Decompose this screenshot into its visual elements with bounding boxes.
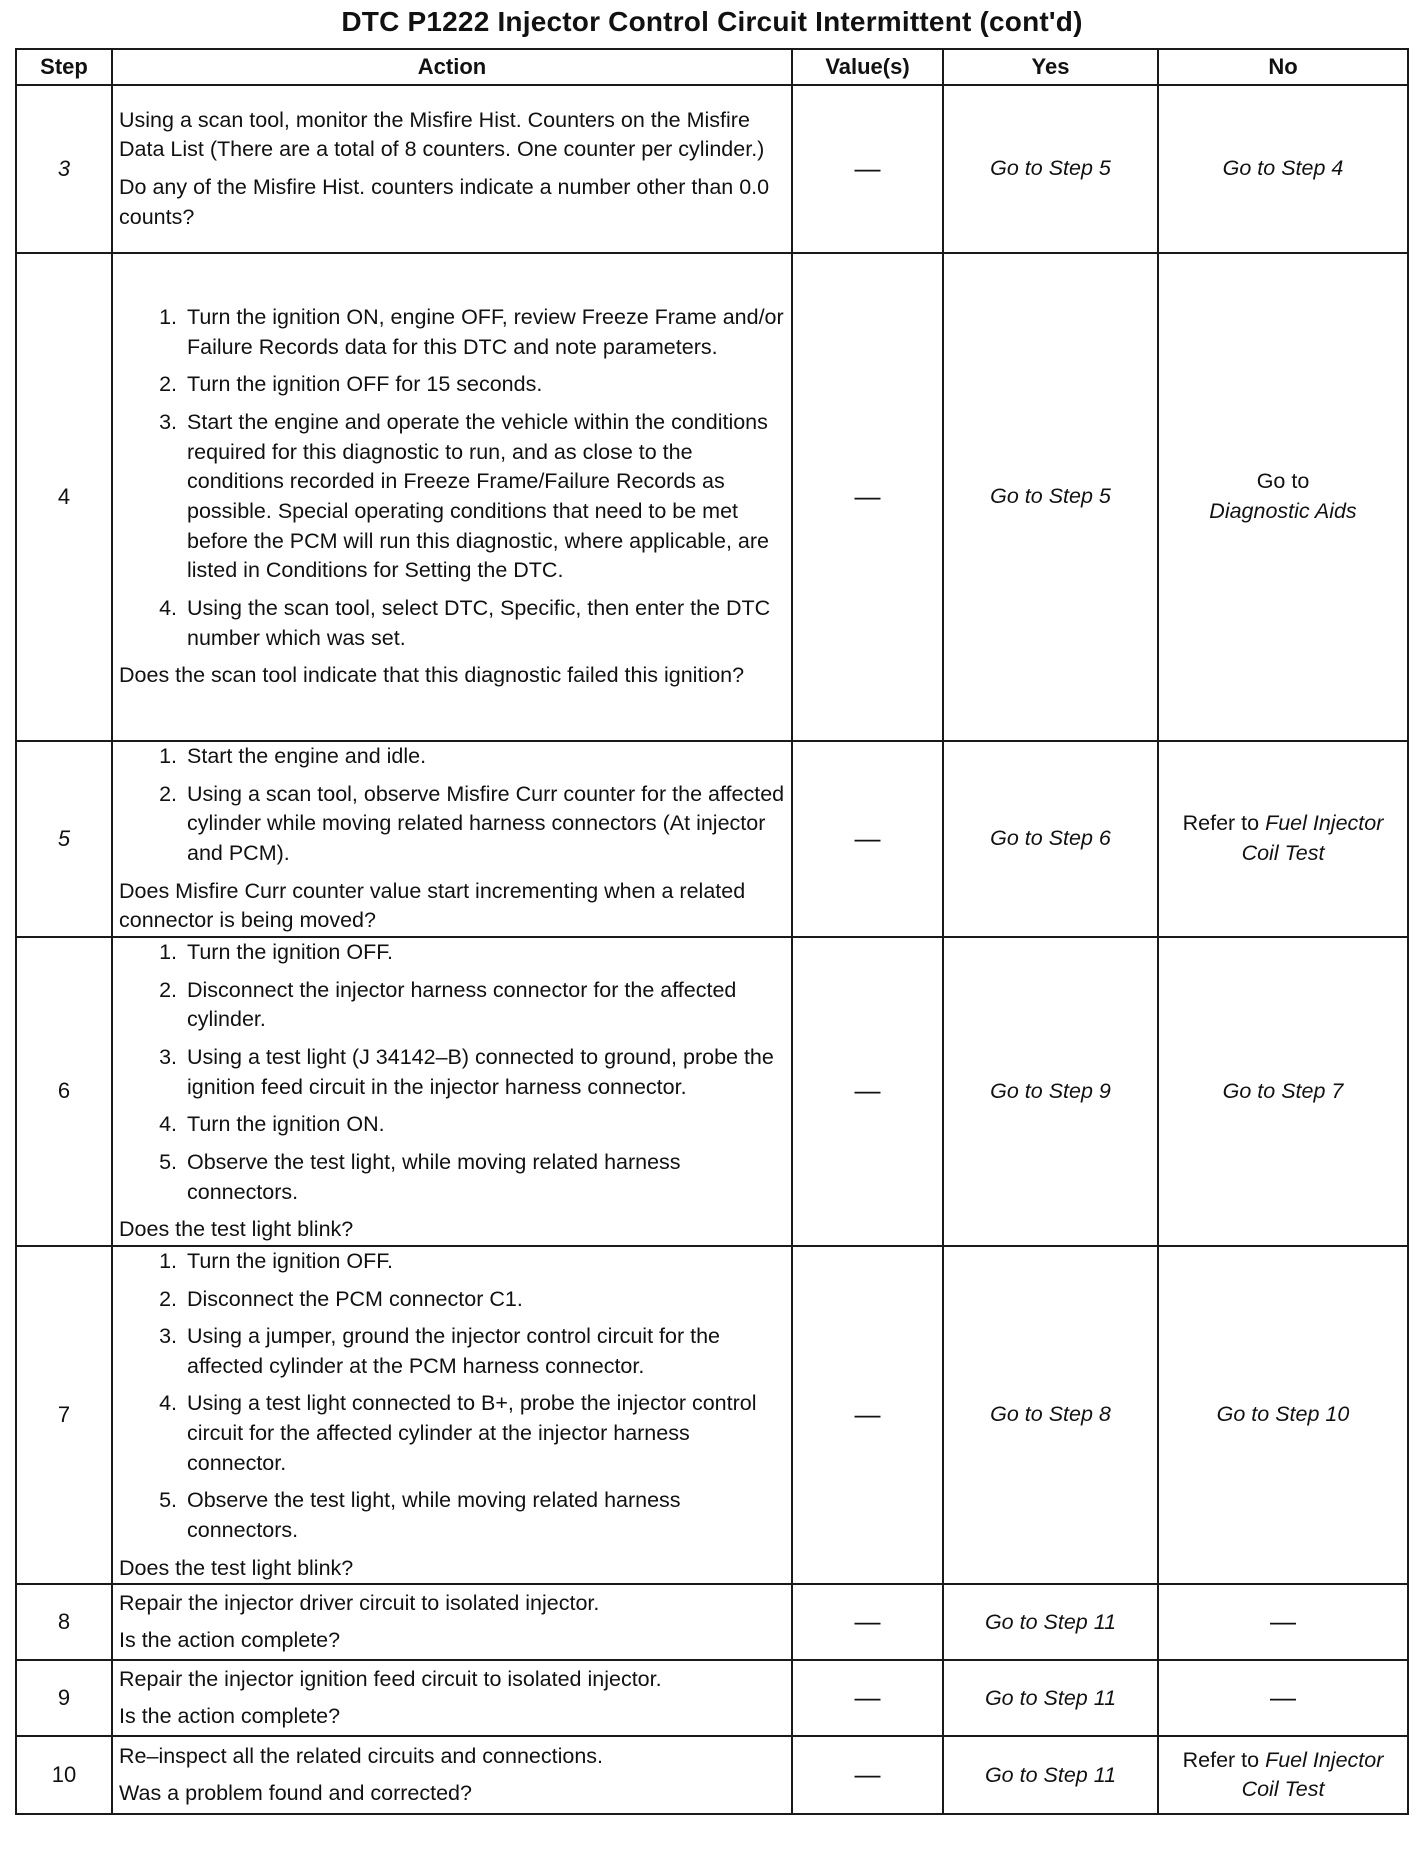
value-cell: —: [792, 1584, 943, 1660]
no-result: [1158, 741, 1408, 937]
table-row: [16, 741, 1408, 937]
value-cell: —: [792, 1736, 943, 1814]
diagnostic-table: [15, 48, 1409, 1815]
step-number: 8: [16, 1584, 112, 1660]
header-action: Action: [112, 49, 792, 85]
yes-result: Go to Step 11: [943, 1584, 1158, 1660]
list-item: 2. Disconnect the PCM connector C1.: [183, 1285, 785, 1315]
list-item: 2. Turn the ignition OFF for 15 seconds.: [183, 370, 785, 400]
list-item: 2. Disconnect the injector harness connector for the affected cylinder.: [183, 976, 785, 1035]
no-result: Go to Step 7: [1158, 937, 1408, 1246]
action-text: Repair the injector ignition feed circuit to isolated injector.: [119, 1666, 662, 1691]
action-cell: [112, 253, 792, 741]
yes-result: Go to Step 8: [943, 1246, 1158, 1585]
list-item: 4. Using a test light connected to B+, probe the injector control circuit for the affected cylinder at the injector harness connector.: [183, 1389, 785, 1478]
action-question: Do any of the Misfire Hist. counters indicate a number other than 0.0 counts?: [119, 175, 770, 229]
list-item: 1. Start the engine and idle.: [183, 742, 785, 772]
step-number: 10: [16, 1736, 112, 1814]
no-result: —: [1158, 1584, 1408, 1660]
yes-result: Go to Step 5: [943, 85, 1158, 253]
action-steps: [119, 303, 785, 653]
table-row: [16, 1584, 1408, 1660]
header-row: [16, 49, 1408, 85]
no-result-prefix: Refer to: [1182, 811, 1260, 836]
action-text: Using a scan tool, monitor the Misfire Hist. Counters on the Misfire Data List (There are a total of 8 counters. One counter per cylinder.): [119, 107, 765, 162]
step-number: 6: [16, 937, 112, 1246]
header-values: Value(s): [792, 49, 943, 85]
table-row: [16, 1246, 1408, 1585]
no-result: Go to Step 10: [1158, 1246, 1408, 1585]
yes-result: Go to Step 11: [943, 1660, 1158, 1736]
header-step: Step: [16, 49, 112, 85]
header-no: No: [1158, 49, 1408, 85]
yes-result: Go to Step 5: [943, 253, 1158, 741]
action-question: Does the test light blink?: [119, 1217, 354, 1242]
action-question: Does the test light blink?: [119, 1555, 354, 1580]
yes-result: Go to Step 11: [943, 1736, 1158, 1814]
yes-result: Go to Step 9: [943, 937, 1158, 1246]
step-number: 5: [16, 741, 112, 937]
action-steps: [119, 1247, 785, 1546]
list-item: 1. Turn the ignition OFF.: [183, 1247, 785, 1277]
value-cell: —: [792, 741, 943, 937]
value-cell: —: [792, 253, 943, 741]
list-item: 3. Start the engine and operate the vehicle within the conditions required for this diagnostic to run, and as close to the conditions recorded in Freeze Frame/Failure Records as possible. Special operating conditions that need to be met before the PCM will run this diagnostic, where applicable, are listed in Conditions for Setting the DTC.: [183, 408, 785, 586]
header-yes: Yes: [943, 49, 1158, 85]
action-text: Re–inspect all the related circuits and connections.: [119, 1743, 604, 1768]
diagnostic-aids-link[interactable]: Diagnostic Aids: [1209, 499, 1357, 523]
list-item: 3. Using a jumper, ground the injector control circuit for the affected cylinder at the PCM harness connector.: [183, 1322, 785, 1381]
action-cell: [112, 1736, 792, 1814]
value-cell: —: [792, 937, 943, 1246]
action-question: Was a problem found and corrected?: [119, 1781, 472, 1806]
list-item: 5. Observe the test light, while moving related harness connectors.: [183, 1486, 785, 1545]
table-row: [16, 253, 1408, 741]
no-result-prefix: Go to: [1256, 469, 1310, 494]
list-item: 4. Using the scan tool, select DTC, Specific, then enter the DTC number which was set.: [183, 594, 785, 653]
action-question: Is the action complete?: [119, 1704, 341, 1729]
table-row: [16, 1736, 1408, 1814]
value-cell: —: [792, 1660, 943, 1736]
no-result-prefix: Refer to: [1182, 1747, 1260, 1772]
action-question: Is the action complete?: [119, 1628, 341, 1653]
action-cell: [112, 741, 792, 937]
no-result: Go to Step 4: [1158, 85, 1408, 253]
action-question: Does Misfire Curr counter value start incrementing when a related connector is being moved?: [119, 878, 746, 933]
action-steps: [119, 938, 785, 1207]
table-row: [16, 85, 1408, 253]
action-text: Repair the injector driver circuit to isolated injector.: [119, 1590, 600, 1615]
action-cell: [112, 937, 792, 1246]
fuel-injector-coil-test-link[interactable]: Fuel Injector Coil Test: [1241, 811, 1384, 865]
no-result: [1158, 253, 1408, 741]
value-cell: —: [792, 1246, 943, 1585]
action-cell: [112, 1584, 792, 1660]
step-number: 3: [16, 85, 112, 253]
table-row: [16, 937, 1408, 1246]
page-title: DTC P1222 Injector Control Circuit Intermittent (cont'd): [341, 6, 1083, 37]
no-result: —: [1158, 1660, 1408, 1736]
list-item: 4. Turn the ignition ON.: [183, 1110, 785, 1140]
step-number: 9: [16, 1660, 112, 1736]
list-item: 5. Observe the test light, while moving related harness connectors.: [183, 1148, 785, 1207]
step-number: 4: [16, 253, 112, 741]
action-steps: [119, 742, 785, 869]
list-item: 2. Using a scan tool, observe Misfire Curr counter for the affected cylinder while moving related harness connectors (At injector and PCM).: [183, 780, 785, 869]
list-item: 1. Turn the ignition OFF.: [183, 938, 785, 968]
list-item: 1. Turn the ignition ON, engine OFF, review Freeze Frame and/or Failure Records data for this DTC and note parameters.: [183, 303, 785, 362]
list-item: 3. Using a test light (J 34142–B) connected to ground, probe the ignition feed circuit in the injector harness connector.: [183, 1043, 785, 1102]
yes-result: Go to Step 6: [943, 741, 1158, 937]
action-cell: [112, 1246, 792, 1585]
table-row: [16, 1660, 1408, 1736]
action-cell: [112, 85, 792, 253]
action-question: Does the scan tool indicate that this diagnostic failed this ignition?: [119, 663, 745, 688]
step-number: 7: [16, 1246, 112, 1585]
value-cell: —: [792, 85, 943, 253]
action-cell: [112, 1660, 792, 1736]
fuel-injector-coil-test-link[interactable]: Fuel Injector Coil Test: [1241, 1747, 1384, 1802]
no-result: [1158, 1736, 1408, 1814]
